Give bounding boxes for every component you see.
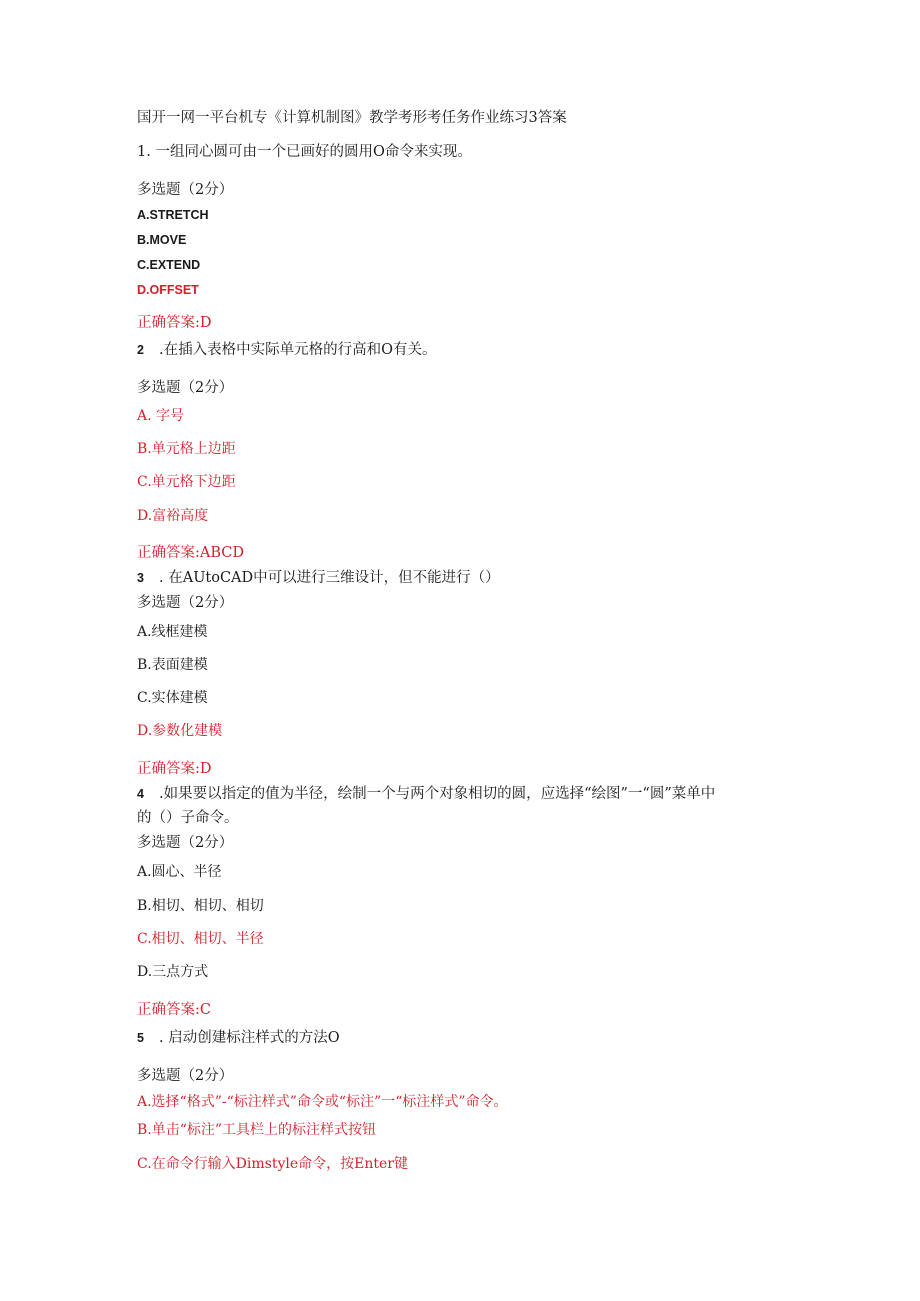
question-1-option-d: D.OFFSET xyxy=(137,283,199,297)
question-1-text: 1. 一组同心圆可由一个已画好的圆用O命令来实现。 xyxy=(137,144,472,160)
question-5-number: 5 xyxy=(137,1031,144,1045)
question-3-option-d: D.参数化建模 xyxy=(137,723,223,739)
question-4-option-d: D.三点方式 xyxy=(137,964,209,980)
question-4-answer: 正确答案:C xyxy=(137,1002,211,1018)
question-3-option-c: C.实体建模 xyxy=(137,690,208,706)
question-2-option-c: C.单元格下边距 xyxy=(137,474,236,490)
question-5-text xyxy=(137,1028,340,1048)
document-title: 国开一网一平台机专《计算机制图》教学考形考任务作业练习3答案 xyxy=(137,110,567,126)
question-4-text xyxy=(137,784,715,804)
question-1-option-b: B.MOVE xyxy=(137,233,187,247)
question-3-answer: 正确答案:D xyxy=(137,761,212,777)
question-4-type: 多选题（2分） xyxy=(137,835,234,851)
question-5-body: . 启动创建标注样式的方法O xyxy=(159,1030,340,1046)
question-2-body: .在插入表格中实际单元格的行高和O有关。 xyxy=(159,342,437,358)
question-4-body: .如果要以指定的值为半径，绘制一个与两个对象相切的圆，应选择“绘图”一“圆”菜单中 xyxy=(159,786,716,802)
question-3-number: 3 xyxy=(137,571,144,585)
question-1-type: 多选题（2分） xyxy=(137,182,234,198)
question-5-option-a: A.选择“格式”-“标注样式”命令或“标注”一“标注样式”命令。 xyxy=(137,1094,508,1110)
question-2-text xyxy=(137,340,437,360)
question-3-option-a: A.线框建模 xyxy=(137,624,208,640)
question-2-number: 2 xyxy=(137,343,144,357)
question-3-type: 多选题（2分） xyxy=(137,595,234,611)
question-4-text-continued: 的（）子命令。 xyxy=(137,810,239,826)
question-4-option-a: A.圆心、半径 xyxy=(137,864,222,880)
question-5-option-c: C.在命令行输入Dimstyle命令，按Enter键 xyxy=(137,1156,408,1172)
question-2-option-a: A. 字号 xyxy=(137,408,185,424)
question-4-option-c: C.相切、相切、半径 xyxy=(137,931,264,947)
question-1-answer: 正确答案:D xyxy=(137,315,212,331)
question-2-answer: 正确答案:ABCD xyxy=(137,545,245,561)
question-4-number: 4 xyxy=(137,787,144,801)
question-2-option-b: B.单元格上边距 xyxy=(137,441,236,457)
question-3-text xyxy=(137,568,500,588)
question-1-option-c: C.EXTEND xyxy=(137,258,201,272)
question-1-option-a: A.STRETCH xyxy=(137,208,209,222)
question-2-option-d: D.富裕高度 xyxy=(137,508,209,524)
question-5-option-b: B.单击“标注”工具栏上的标注样式按钮 xyxy=(137,1122,377,1138)
question-2-type: 多选题（2分） xyxy=(137,380,234,396)
question-3-option-b: B.表面建模 xyxy=(137,657,208,673)
question-4-option-b: B.相切、相切、相切 xyxy=(137,898,264,914)
question-5-type: 多选题（2分） xyxy=(137,1068,234,1084)
question-3-body: . 在AUtoCAD中可以进行三维设计，但不能进行（） xyxy=(159,570,500,586)
